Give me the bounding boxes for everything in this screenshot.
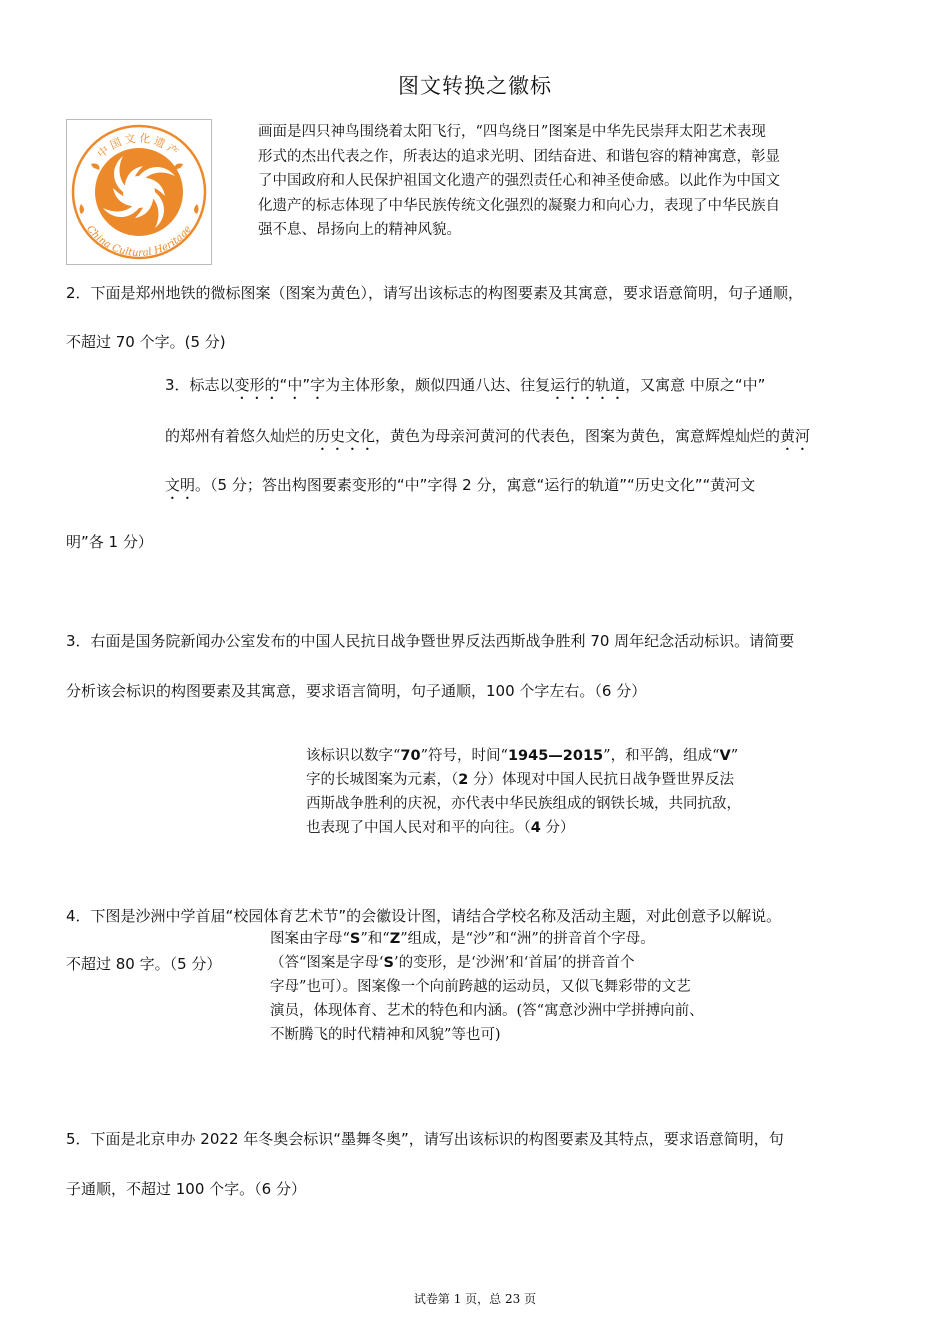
question-4-line-1: 4．下图是沙洲中学首届“校园体育艺术节”的会徽设计图，请结合学校名称及活动主题，对此创意予以解说。: [66, 907, 782, 925]
answer-text: 字的长城图案为元素，（: [306, 772, 459, 788]
answer-text: 图案由字母“: [270, 931, 350, 947]
answer-text: 。（5 分；答出构图要素变形的“中”字得 2 分，寓意“运行的轨道”“历史文化”“黄河文: [195, 476, 756, 494]
logo-description: [258, 120, 868, 243]
answer-3-line: [306, 768, 826, 792]
answer-bold: S: [349, 931, 361, 947]
answer-bold: 2: [458, 772, 469, 788]
answer-4-line: 不断腾飞的时代精神和风貌”等也可): [270, 1027, 501, 1043]
answer-text: 也表现了中国人民对和平的向往。（: [306, 820, 531, 836]
logo-top-text: 中国文化遗产: [94, 131, 184, 161]
answer-keyword: 黄河: [780, 427, 811, 445]
answer-bold: 4: [530, 820, 541, 836]
answer-text: ”: [730, 748, 739, 764]
answer-text: ’的变形，是‘沙洲’和‘首届’的拼音首个: [393, 955, 635, 971]
answer-bold: V: [719, 748, 731, 764]
page-title: 图文转换之徽标: [398, 74, 552, 98]
answer-keyword: 历史文化: [315, 427, 376, 445]
answer-3-block: [306, 744, 826, 840]
answer-bold: S: [383, 955, 394, 971]
question-3-line-1: 3．右面是国务院新闻办公室发布的中国人民抗日战争暨世界反法西斯战争胜利 70 周年纪念活动标识。请简要: [66, 632, 795, 650]
answer-text: ，又寓意 中原之“中”: [625, 376, 766, 394]
logo-bottom-text: China Cultural Heritage: [84, 223, 194, 260]
answer-4-line: [270, 951, 790, 975]
intro-line: 形式的杰出代表之作，所表达的追求光明、团结奋进、和谐包容的精神寓意，彰显: [258, 148, 780, 165]
answer-text: ”和“: [360, 931, 390, 947]
answer-keyword: 运行的轨道: [550, 376, 626, 394]
answer-2-line-4: 明”各 1 分）: [66, 533, 153, 551]
heritage-emblem-icon: [67, 120, 211, 264]
answer-3-line: [306, 816, 826, 840]
intro-line: 强不息、昂扬向上的精神风貌。: [258, 222, 461, 238]
answer-4-line: [270, 927, 790, 951]
answer-text: 的郑州有着悠久灿烂的: [165, 427, 316, 445]
answer-2-line-2: [165, 425, 810, 454]
intro-line: 化遗产的标志体现了中华民族传统文化强烈的凝聚力和向心力，表现了中华民族自: [258, 197, 780, 214]
answer-keyword: 文明: [165, 476, 196, 494]
answer-text: 该标识以数字“: [306, 748, 401, 764]
answer-text: ，黄色为母亲河黄河的代表色，图案为黄色，寓意辉煌灿烂的: [375, 427, 781, 445]
answer-3-line: [306, 744, 826, 768]
question-3-line-2: 分析该会标识的构图要素及其寓意，要求语言简明，句子通顺，100 个字左右。（6 分）: [66, 682, 647, 700]
answer-4-line: 演员，体现体育、艺术的特色和内涵。(答“寓意沙洲中学拼搏向前、: [270, 1003, 704, 1019]
answer-bold: 1945—2015: [507, 748, 604, 764]
answer-bold: Z: [389, 931, 401, 947]
answer-text: 分）体现对中国人民抗日战争暨世界反法: [468, 772, 734, 788]
china-cultural-heritage-logo: [66, 119, 212, 265]
intro-line: 画面是四只神鸟围绕着太阳飞行，“四鸟绕日”图案是中华先民崇拜太阳艺术表现: [258, 124, 766, 140]
question-2-line-1: 2．下面是郑州地铁的微标图案（图案为黄色），请写出该标志的构图要素及其寓意，要求语意简明，句子通顺，: [66, 284, 804, 302]
answer-text: 为主体形象，颇似四通八达、往复: [325, 376, 551, 394]
answer-text: ”，和平鸽，组成“: [603, 748, 720, 764]
answer-2-line-3: [165, 474, 755, 503]
answer-4-block: [270, 927, 790, 1047]
answer-2-line-1: [165, 374, 765, 403]
answer-4-line: 字母”也可）。图案像一个向前跨越的运动员，又似飞舞彩带的文艺: [270, 979, 691, 995]
answer-text: ”组成，是“沙”和“洲”的拼音首个字母。: [400, 931, 655, 947]
intro-line: 了中国政府和人民保护祖国文化遗产的强烈责任心和神圣使命感。以此作为中国文: [258, 173, 780, 189]
answer-text: （答“图案是字母‘: [270, 955, 384, 971]
answer-keyword: 变形的“中”字: [234, 376, 326, 394]
answer-text: ”符号，时间“: [420, 748, 508, 764]
question-2-line-2: 不超过 70 个字。(5 分): [66, 333, 226, 351]
question-5-line-1: 5．下面是北京申办 2022 年冬奥会标识“墨舞冬奥”，请写出该标识的构图要素及其特点，要求语意简明，句: [66, 1130, 784, 1148]
answer-text: 分）: [540, 820, 575, 836]
page-footer: 试卷第 1 页，总 23 页: [413, 1292, 537, 1306]
answer-bold: 70: [400, 748, 421, 764]
answer-text: 3．标志以: [165, 376, 235, 394]
question-4-line-2: 不超过 80 字。（5 分）: [66, 955, 222, 973]
answer-3-line: 西斯战争胜利的庆祝，亦代表中华民族组成的钢铁长城，共同抗敌，: [306, 796, 741, 812]
question-5-line-2: 子通顺，不超过 100 个字。（6 分）: [66, 1180, 306, 1198]
